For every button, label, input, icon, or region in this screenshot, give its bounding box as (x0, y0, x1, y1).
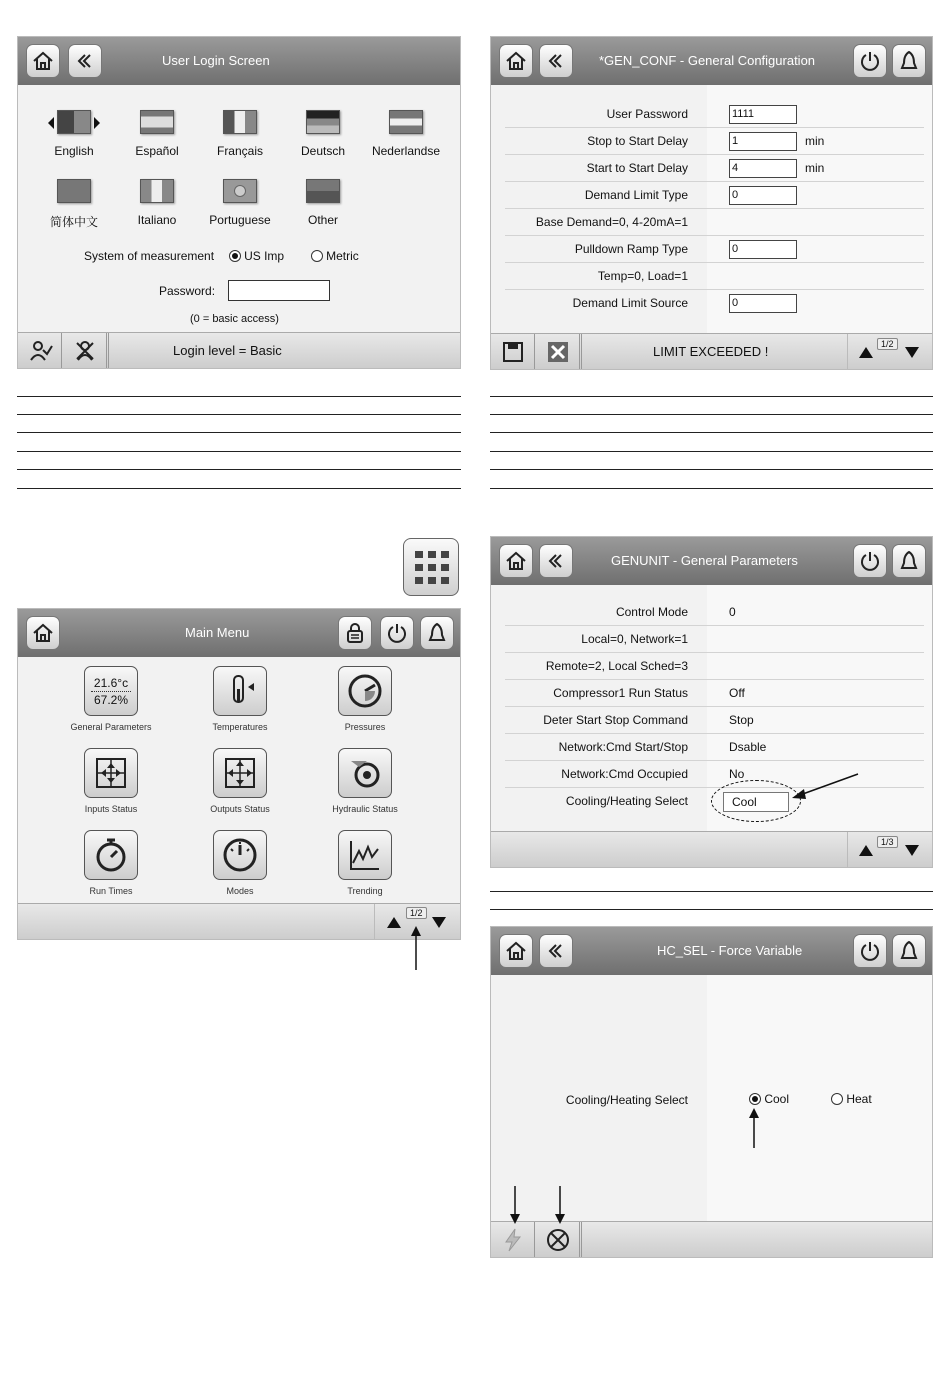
bell-icon (425, 621, 449, 645)
back-button[interactable] (539, 934, 573, 968)
lock-button[interactable] (338, 616, 372, 650)
alarm-button[interactable] (420, 616, 454, 650)
param-row (505, 626, 924, 653)
page-down-button[interactable] (905, 347, 919, 358)
page-down-button[interactable] (905, 845, 919, 856)
main-menu-title: Main Menu (185, 625, 250, 640)
login-footer (18, 332, 460, 368)
genunit-title: GENUNIT - General Parameters (611, 553, 798, 568)
note-line (490, 451, 933, 452)
note-line (490, 488, 933, 489)
temperature-readout: 21.6°c (93, 675, 129, 690)
login-user-icon (27, 338, 53, 364)
note-line (490, 909, 933, 910)
basic-access-note: (0 = basic access) (190, 313, 279, 325)
note-line (490, 414, 933, 415)
row-label: Network:Cmd Start/Stop (558, 740, 688, 754)
language-label: Español (135, 144, 179, 158)
language-portuguese[interactable] (200, 179, 280, 227)
back-button[interactable] (68, 44, 102, 78)
home-button[interactable] (26, 616, 60, 650)
row-label: User Password (606, 107, 688, 121)
config-row (505, 128, 924, 155)
power-button[interactable] (853, 44, 887, 78)
alarm-button[interactable] (892, 44, 926, 78)
unit-label: min (805, 134, 825, 148)
back-icon (73, 49, 97, 73)
home-button[interactable] (499, 44, 533, 78)
language-label: Nederlandse (371, 144, 441, 158)
bell-icon (897, 549, 921, 573)
home-icon (504, 549, 528, 573)
language-label: Italiano (137, 213, 177, 227)
note-line (490, 891, 933, 892)
row-value: Off (729, 686, 745, 700)
italy-flag-icon (140, 179, 174, 203)
power-button[interactable] (380, 616, 414, 650)
lightning-icon (500, 1227, 526, 1253)
bell-icon (897, 939, 921, 963)
demand-limit-type-field[interactable]: 0 (729, 186, 797, 205)
language-francais[interactable] (200, 110, 280, 158)
china-flag-icon (57, 179, 91, 203)
language-deutsch[interactable] (283, 110, 363, 158)
menu-label: Outputs Status (210, 804, 270, 814)
main-menu-shortcut-button[interactable] (403, 538, 459, 596)
home-icon (504, 49, 528, 73)
page-up-button[interactable] (859, 347, 873, 358)
menu-label: Temperatures (212, 722, 268, 732)
main-menu-screen (17, 608, 461, 940)
row-label: Remote=2, Local Sched=3 (545, 659, 688, 673)
save-icon (500, 339, 526, 365)
metric-radio[interactable] (311, 250, 323, 262)
lock-icon (343, 621, 367, 645)
menu-inputs-status[interactable] (51, 748, 171, 814)
power-icon (858, 49, 882, 73)
note-line (17, 396, 461, 397)
back-button[interactable] (539, 544, 573, 578)
inputs-icon (84, 748, 138, 798)
param-row (505, 788, 924, 815)
language-label: 简体中文 (49, 215, 98, 229)
pump-icon (338, 748, 392, 798)
param-row (505, 599, 924, 626)
config-row (505, 209, 924, 236)
menu-modes[interactable] (180, 830, 300, 896)
cool-option[interactable] (749, 1092, 789, 1106)
row-value: Dsable (729, 740, 767, 754)
login-title: User Login Screen (162, 53, 270, 68)
power-icon (858, 549, 882, 573)
back-button[interactable] (539, 44, 573, 78)
row-label: Local=0, Network=1 (581, 632, 688, 646)
menu-general-parameters[interactable] (51, 666, 171, 732)
language-label: Deutsch (300, 144, 346, 158)
logout-user-icon (72, 338, 98, 364)
row-value: Cool (732, 795, 757, 809)
cool-radio[interactable] (749, 1093, 761, 1105)
cancel-button[interactable] (536, 334, 580, 370)
cancel-force-icon (545, 1227, 571, 1253)
config-row (505, 101, 924, 128)
menu-label: Inputs Status (84, 804, 138, 814)
start-start-delay-field[interactable]: 4 (729, 159, 797, 178)
main-menu-footer (18, 903, 460, 939)
gen-conf-title: *GEN_CONF - General Configuration (599, 53, 816, 68)
menu-outputs-status[interactable] (180, 748, 300, 814)
logout-button[interactable] (63, 333, 107, 369)
config-row (505, 236, 924, 263)
humidity-readout: 67.2% (93, 692, 129, 707)
general-parameters-icon (84, 666, 138, 716)
param-row (505, 707, 924, 734)
home-button[interactable] (499, 544, 533, 578)
power-icon (385, 621, 409, 645)
row-label: Demand Limit Source (572, 296, 688, 310)
menu-pressures[interactable] (305, 666, 425, 732)
menu-trending[interactable] (305, 830, 425, 896)
page-up-button[interactable] (387, 917, 401, 928)
stop-start-delay-field[interactable]: 1 (729, 132, 797, 151)
menu-label: Trending (347, 886, 383, 896)
row-label: Demand Limit Type (584, 188, 688, 202)
genunit-title-bar (491, 537, 932, 585)
row-label: Deter Start Stop Command (543, 713, 688, 727)
note-line (490, 432, 933, 433)
language-nederlandse[interactable] (366, 110, 446, 158)
other-flag-icon (306, 179, 340, 203)
demand-limit-source-field[interactable]: 0 (729, 294, 797, 313)
row-value: Stop (729, 713, 754, 727)
thermometer-icon (213, 666, 267, 716)
measurement-row (84, 249, 359, 263)
callout-arrow (409, 926, 423, 970)
menu-label: Pressures (344, 722, 386, 732)
pulldown-ramp-type-field[interactable]: 0 (729, 240, 797, 259)
row-label: Control Mode (615, 605, 688, 619)
status-message: LIMIT EXCEEDED ! (653, 344, 769, 359)
bell-icon (897, 49, 921, 73)
note-line (17, 414, 461, 415)
menu-temperatures[interactable] (180, 666, 300, 732)
callout-arrow (508, 1186, 522, 1224)
brazil-flag-icon (223, 179, 257, 203)
login-button[interactable] (18, 333, 62, 369)
france-flag-icon (223, 110, 257, 134)
cooling-heating-label: Cooling/Heating Select (565, 1093, 688, 1107)
config-row (505, 182, 924, 209)
note-line (490, 396, 933, 397)
login-level-text: Login level = Basic (173, 343, 282, 358)
page-up-button[interactable] (859, 845, 873, 856)
language-other[interactable] (283, 179, 363, 227)
outputs-icon (213, 748, 267, 798)
row-label: Pulldown Ramp Type (574, 242, 688, 256)
dial-icon (213, 830, 267, 880)
genunit-screen (490, 536, 933, 868)
row-label: Temp=0, Load=1 (597, 269, 688, 283)
param-row (505, 653, 924, 680)
page-indicator: 1/3 (877, 836, 898, 848)
note-line (17, 451, 461, 452)
password-label: Password: (159, 284, 216, 298)
alarm-button[interactable] (892, 934, 926, 968)
gen-conf-footer (491, 333, 932, 369)
callout-arrow (553, 1186, 567, 1224)
spain-flag-icon (140, 110, 174, 134)
language-label: Portuguese (209, 213, 271, 227)
row-label: Cooling/Heating Select (565, 794, 688, 808)
cancel-icon (545, 339, 571, 365)
config-row (505, 290, 924, 317)
note-line (17, 469, 461, 470)
pressure-gauge-icon (338, 666, 392, 716)
heat-radio[interactable] (831, 1093, 843, 1105)
hc-sel-title-bar (491, 927, 932, 975)
gen-conf-title-bar (491, 37, 932, 85)
menu-label: Run Times (89, 886, 133, 896)
uk-flag-icon (57, 110, 91, 134)
login-title-bar (18, 37, 460, 85)
language-chinese[interactable] (34, 179, 114, 230)
back-icon (544, 49, 568, 73)
language-label: Other (307, 213, 338, 227)
power-button[interactable] (853, 934, 887, 968)
callout-arrow (790, 772, 860, 800)
netherlands-flag-icon (389, 110, 423, 134)
user-password-field[interactable]: 1111 (729, 105, 797, 124)
heat-option[interactable] (831, 1092, 872, 1106)
force-button[interactable] (491, 1222, 535, 1258)
cancel-force-button[interactable] (536, 1222, 580, 1258)
trend-chart-icon (338, 830, 392, 880)
row-label: Start to Start Delay (586, 161, 688, 175)
config-row (505, 263, 924, 290)
page-down-button[interactable] (432, 917, 446, 928)
stopwatch-icon (84, 830, 138, 880)
language-label: English (54, 144, 94, 158)
alarm-button[interactable] (892, 544, 926, 578)
home-button[interactable] (26, 44, 60, 78)
back-icon (544, 939, 568, 963)
cool-label: Cool (764, 1092, 790, 1106)
metric-label: Metric (326, 249, 359, 263)
note-line (17, 488, 461, 489)
back-icon (544, 549, 568, 573)
menu-label: General Parameters (70, 722, 152, 732)
login-screen (17, 36, 461, 369)
row-label: Network:Cmd Occupied (561, 767, 688, 781)
menu-label: Modes (226, 886, 254, 896)
home-button[interactable] (499, 934, 533, 968)
highlight-ellipse (711, 780, 801, 822)
menu-hydraulic-status[interactable] (305, 748, 425, 814)
grid-menu-icon (404, 539, 460, 597)
note-line (490, 469, 933, 470)
row-label: Compressor1 Run Status (553, 686, 688, 700)
param-row (505, 761, 924, 788)
row-value: No (729, 767, 745, 781)
us-imp-radio[interactable] (229, 250, 241, 262)
note-line (17, 432, 461, 433)
hc-sel-footer (491, 1221, 932, 1257)
menu-label: Hydraulic Status (332, 804, 398, 814)
language-italiano[interactable] (117, 179, 197, 227)
param-row (505, 734, 924, 761)
row-value: 0 (729, 605, 736, 619)
hc-sel-title: HC_SEL - Force Variable (657, 943, 803, 958)
row-label: Base Demand=0, 4-20mA=1 (535, 215, 688, 229)
power-icon (858, 939, 882, 963)
us-imp-label: US Imp (244, 249, 285, 263)
param-row (505, 680, 924, 707)
page-indicator: 1/2 (406, 907, 427, 919)
home-icon (31, 49, 55, 73)
home-icon (504, 939, 528, 963)
germany-flag-icon (306, 110, 340, 134)
language-english[interactable] (34, 110, 114, 158)
row-label: Stop to Start Delay (587, 134, 688, 148)
config-row (505, 155, 924, 182)
power-button[interactable] (853, 544, 887, 578)
page-indicator: 1/2 (877, 338, 898, 350)
callout-arrow (747, 1108, 761, 1148)
home-icon (31, 621, 55, 645)
menu-run-times[interactable] (51, 830, 171, 896)
save-button[interactable] (491, 334, 535, 370)
language-label: Français (216, 144, 263, 158)
heat-label: Heat (846, 1092, 872, 1106)
main-menu-title-bar (18, 609, 460, 657)
password-input[interactable] (228, 280, 330, 301)
language-espanol[interactable] (117, 110, 197, 158)
measurement-label: System of measurement (84, 249, 215, 263)
genunit-footer (491, 831, 932, 867)
unit-label: min (805, 161, 825, 175)
gen-conf-screen (490, 36, 933, 370)
